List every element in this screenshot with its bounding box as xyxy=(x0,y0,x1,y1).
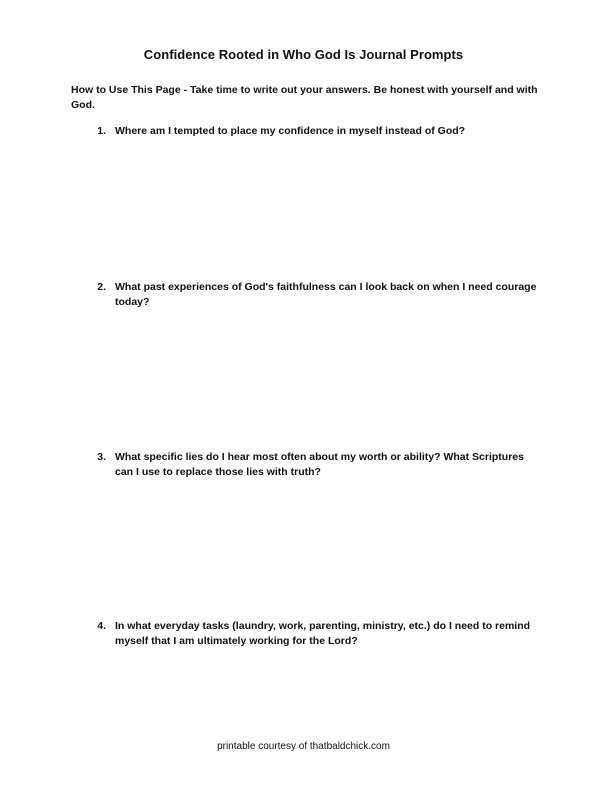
page-title: Confidence Rooted in Who God Is Journal Prompts xyxy=(143,47,464,62)
prompt-number: 3. xyxy=(97,451,106,463)
prompt-text: What specific lies do I hear most often about my worth or ability? What Scriptures can I use to replace those lies with truth? xyxy=(115,451,524,478)
prompt-text: Where am I tempted to place my confidence in myself instead of God? xyxy=(115,125,466,137)
prompt-number: 1. xyxy=(97,125,106,137)
prompt-item-3 xyxy=(71,450,541,480)
footer-credit: printable courtesy of thatbaldchick.com xyxy=(217,741,390,752)
prompt-item-2 xyxy=(71,280,541,310)
prompt-number: 2. xyxy=(97,281,106,293)
prompt-text: What past experiences of God's faithfulness can I look back on when I need courage today? xyxy=(115,281,537,308)
instructions-text: How to Use This Page - Take time to write out your answers. Be honest with yourself and with God. xyxy=(71,84,538,111)
prompt-number: 4. xyxy=(97,620,106,632)
prompt-item-1 xyxy=(71,124,541,139)
prompt-text: In what everyday tasks (laundry, work, parenting, ministry, etc.) do I need to remind myself that I am ultimately working for the Lord? xyxy=(115,620,531,647)
prompt-item-4 xyxy=(71,619,541,649)
